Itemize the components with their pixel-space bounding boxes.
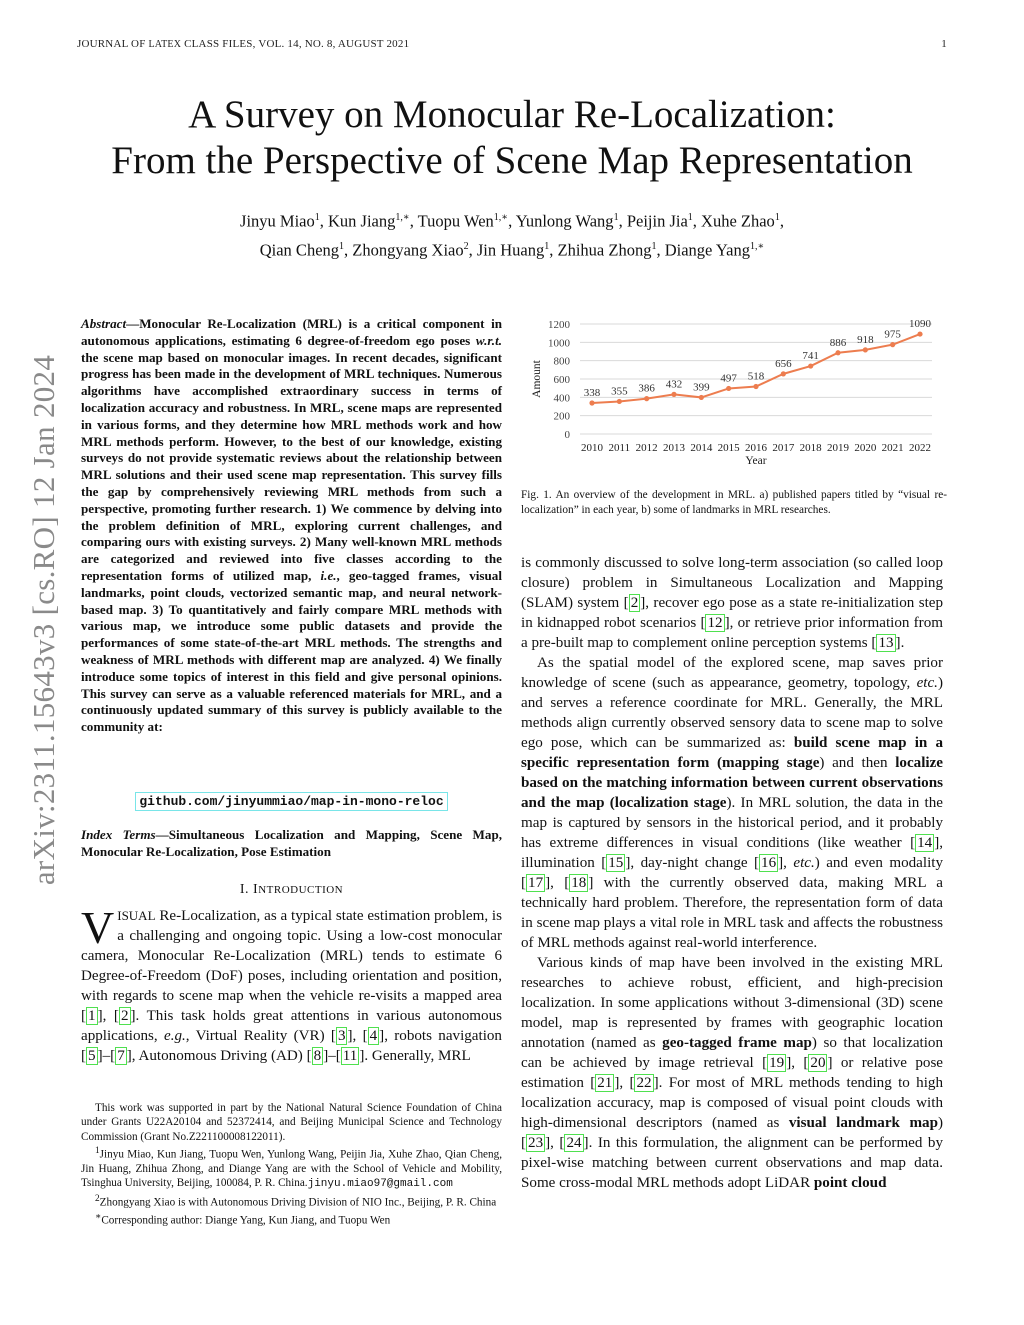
data-label: 975	[884, 328, 901, 341]
author: Jin Huang	[476, 240, 545, 259]
data-label: 497	[720, 372, 737, 385]
intro-paragraph: VISUAL Re-Localization, as a typical state estimation problem, is a challenging and ongoing topic. Using a low-cost monocular camera, Monocular Re-Localization (MRL) tends to estimate 6 Degree-of-Freedom (DoF) poses, including orientation and position, with regards to scene map when the vehicle re-visits a mapped area [ 1 ], [ 2 ]. This task holds great attentions in various autonomous applications, e.g., Virtual Reality (VR) [ 3 ], [ 4 ], robots navigation [ 5 ]–[ 7 ], Autonomous Driving (AD) [ 8 ]–[ 11 ]. Generally, MRL	[81, 902, 503, 1064]
y-tick-label: 0	[564, 429, 570, 441]
x-tick-label: 2010	[581, 442, 603, 454]
x-tick-label: 2012	[635, 442, 658, 454]
author: Jinyu Miao	[240, 211, 315, 231]
data-point	[863, 347, 868, 352]
citation-link[interactable]: 4	[369, 1028, 378, 1044]
corresponding-note: ∗Corresponding author: Diange Yang, Kun Jiang, and Tuopu Wen	[95, 1211, 391, 1227]
x-tick-label: 2022	[909, 442, 931, 454]
repo-link[interactable]: github.com/jinyummiao/map-in-mono-reloc	[135, 792, 447, 811]
papers-per-year-chart	[524, 312, 944, 477]
citation-link[interactable]: 20	[810, 1055, 826, 1071]
x-tick-label: 2011	[608, 442, 631, 454]
citation-link[interactable]: 2	[120, 1008, 129, 1024]
data-point	[835, 350, 840, 355]
author: Qian Cheng	[259, 240, 340, 259]
paragraph: Various kinds of map have been involved in the existing MRL researches to achieve robust, efficient, and high-precision localization. In some applications without 3-dimensional (3D) scene model, map is represented by frames with geographic location annotation (named as geo-tagged frame map) so that localization can be achieved by image retrieval [ 19 ], [ 20 ] or relative pose estimation [ 21 ], [ 22 ]. For most of MRL methods tending to high localization accuracy, map is composed of visual point clouds with high-dimensional descriptors (named as visual landmark map) [ 23 ], [ 24 ]. In this formulation, the alignment can be performed by pixel-wise matching between current observations and map data. Some cross-modal MRL methods adopt LiDAR point cloud	[521, 955, 944, 1191]
figure-caption: Fig. 1. An overview of the development in MRL. a) published papers titled by “visual re-localization” in each year, b) some of landmarks in MRL researches.	[521, 489, 947, 516]
running-header	[77, 38, 947, 50]
citation-link[interactable]: 13	[878, 635, 894, 651]
citation-link[interactable]: 16	[761, 855, 777, 871]
author-list	[0, 205, 1024, 262]
data-point	[753, 384, 758, 389]
data-point	[890, 342, 895, 347]
data-label: 886	[829, 336, 847, 349]
paper-title	[0, 92, 1024, 184]
data-label: 338	[583, 387, 601, 400]
author: Peijin Jia	[626, 211, 688, 231]
data-label: 399	[693, 381, 710, 394]
index-terms-label: Index Terms	[81, 827, 156, 842]
citation-link[interactable]: 11	[342, 1048, 358, 1064]
data-point	[644, 396, 649, 401]
journal-name: JOURNAL OF LATEX CLASS FILES, VOL. 14, NO. 8, AUGUST 2021	[77, 38, 410, 50]
paragraph: As the spatial model of the explored scene, map saves prior knowledge of scene (such as appearance, geometry, topology, etc.) and serves a reference coordinate for MRL. Generally, the MRL methods align currently observed sensory data to scene map to solve ego pose, which can be summarized as: build scene map in a specific representation form (mapping stage) and then localize based on the matching information between current observations and the map (localization stage). In MRL solution, the data in the map is captured by sensors in the historical period, and it probably has extreme differences in visual conditions (like weather [ 14 ], illumination [ 15 ], day-night change [ 16 ], etc.) and even modality [ 17 ], [ 18 ] with the currently observed data, making MRL a technically hard problem. Therefore, the representation form of data in scene map plays a vital role in MRL task and affects the robustness of MRL methods against real-world interference.	[521, 655, 944, 951]
data-point	[589, 400, 594, 405]
author-line-2: Qian Cheng$^1$, Zhongyang Xiao$^2$, Jin Huang$^1$, Zhihua Zhong$^1$, Diange Yang$^{1,∗}$	[259, 240, 765, 259]
citation-link[interactable]: 7	[117, 1048, 125, 1064]
citation-link[interactable]: 21	[597, 1075, 613, 1091]
data-point	[699, 395, 704, 400]
author: Kun Jiang	[328, 211, 396, 231]
abstract: Abstract—Monocular Re-Localization (MRL) is a critical component in autonomous applications, estimating 6 degree-of-freedom ego poses w.r.t. the scene map based on monocular images. In recent decades, significant progress has been made in the development of MRL techniques. Numerous algorithms have accomplished extraordinary success in terms of localization accuracy and robustness. In MRL, scene maps are represented in various forms, and they determine how MRL methods work and how MRL methods perform. However, to the best of our knowledge, existing surveys do not provide systematic reviews about the relationship between MRL solutions and their used scene map representation. This survey fills the gap by comprehensively reviewing MRL methods from such a perspective, promoting further research. 1) We commence by delving into the problem definition of MRL, exploring current challenges, and comparing ours with existing surveys. 2) Many well-known MRL methods are categorized and reviewed into five classes according to the representation forms of utilized map, i.e., geo-tagged frames, visual landmarks, point clouds, vectorized semantic map, and neural network-based map. 3) To quantitatively and fairly compare MRL methods with various map, we introduce some public datasets and provide the performances of some state-of-the-art MRL methods. The strengths and weakness of MRL methods with different map are analyzed. 4) We finally introduce some topics of interest in this field and give personal opinions. This survey can serve as a valuable referenced materials for MRL, and a continuously updated summary of this survey is publicly available to the community at:	[81, 316, 502, 735]
citation-link[interactable]: 2	[630, 595, 639, 611]
citation-link[interactable]: 15	[608, 855, 624, 871]
abstract-label: Abstract	[81, 316, 127, 331]
arxiv-identifier: arXiv:2311.15643v3 [cs.RO] 12 Jan 2024	[26, 354, 61, 886]
citation-link[interactable]: 18	[571, 875, 587, 891]
index-terms: Index Terms—Simultaneous Localization and Mapping, Scene Map, Monocular Re-Localization, Pose Estimation	[81, 827, 503, 859]
data-point	[726, 386, 731, 391]
author: Tuopu Wen	[417, 211, 494, 231]
citation-link[interactable]: 24	[566, 1135, 582, 1151]
citation-link[interactable]: 23	[528, 1135, 544, 1151]
y-tick-label: 200	[553, 410, 570, 423]
title-line-2: From the Perspective of Scene Map Representation	[111, 139, 913, 182]
citation-link[interactable]: 19	[769, 1055, 785, 1071]
author: Yunlong Wang	[515, 211, 614, 231]
data-point	[617, 399, 622, 404]
repo-link-wrapper	[81, 792, 502, 810]
citation-link[interactable]: 5	[88, 1048, 96, 1064]
data-label: 656	[775, 357, 792, 370]
latex-logo: LATEX	[148, 39, 182, 50]
data-label: 432	[665, 378, 683, 391]
x-tick-label: 2017	[772, 442, 795, 454]
data-label: 918	[857, 333, 874, 346]
author: Diange Yang	[664, 240, 750, 259]
email-link[interactable]: jinyu.miao97@gmail.com	[307, 1178, 453, 1191]
citation-link[interactable]: 22	[636, 1075, 652, 1091]
data-label: 355	[611, 385, 628, 398]
data-label: 386	[638, 382, 655, 395]
data-label: 518	[747, 370, 765, 383]
citation-link[interactable]: 12	[707, 615, 723, 631]
author: Zhihua Zhong	[557, 240, 652, 259]
author-line-1: Jinyu Miao$^1$, Kun Jiang$^{1,∗}$, Tuopu Wen$^{1,∗}$, Yunlong Wang$^1$, Peijin Jia$^1$, Xuhe Zhao$^1$,	[240, 211, 784, 231]
data-point	[781, 371, 786, 376]
affiliation-note: $^2$Zhongyang Xiao is with Autonomous Driving Division of NIO Inc., Beijing, P. R. China	[95, 1193, 497, 1209]
x-tick-label: 2018	[799, 442, 822, 454]
author: Zhongyang Xiao	[352, 240, 464, 259]
x-tick-label: 2014	[690, 442, 713, 454]
citation-link[interactable]: 8	[313, 1048, 322, 1064]
paragraph: is commonly discussed to solve long-term association (so called loop closure) problem in Simultaneous Localization and Mapping (SLAM) system [ 2 ], recover ego pose as a state re-initialization step in kidnapped robot scenarios [ 12 ], or retrieve prior information from a pre-built map to complement online perception systems [ 13 ].	[521, 555, 944, 651]
x-tick-label: 2013	[663, 442, 685, 454]
y-tick-label: 400	[553, 392, 570, 405]
data-point	[671, 392, 676, 397]
x-tick-label: 2019	[827, 442, 849, 454]
page-number: 1	[941, 38, 947, 50]
citation-link[interactable]: 14	[917, 835, 933, 851]
data-label: 1090	[909, 318, 931, 331]
x-tick-label: 2021	[881, 442, 904, 454]
section-heading: I. INTRODUCTION	[239, 882, 344, 897]
y-tick-label: 800	[553, 355, 570, 368]
figure-label: Fig. 1.	[521, 489, 552, 501]
affiliation-note: $^1$Jinyu Miao, Kun Jiang, Tuopu Wen, Yunlong Wang, Peijin Jia, Xuhe Zhao, Qian Cheng, Jin Huang, Zhihua Zhong, and Diange Yang are with the School of Vehicle and Mobility, Tsinghua University, Beijing, 100084, P. R. China.jinyu.miao97@gmail.com	[81, 1145, 502, 1191]
citation-link[interactable]: 1	[88, 1008, 96, 1024]
citation-link[interactable]: 3	[337, 1028, 346, 1044]
drop-cap: V	[81, 902, 115, 953]
y-tick-label: 1000	[548, 337, 570, 350]
x-tick-label: 2015	[717, 442, 740, 454]
y-axis-label: Amount	[531, 360, 543, 398]
funding-note: This work was supported in part by the National Natural Science Foundation of China under Grants U22A20104 and 52372414, and Beijing Municipal Science and Technology Commission (Grant No.Z221100008122011).	[81, 1102, 502, 1143]
data-point	[917, 331, 922, 336]
author: Xuhe Zhao	[701, 211, 775, 231]
y-tick-label: 600	[553, 374, 570, 386]
title-line-1: A Survey on Monocular Re-Localization:	[188, 93, 836, 136]
data-point	[808, 363, 813, 368]
data-label: 741	[802, 350, 819, 363]
right-column-text	[521, 553, 943, 1193]
x-axis-label: Year	[745, 455, 767, 467]
x-tick-label: 2020	[854, 442, 877, 454]
citation-link[interactable]: 17	[528, 875, 544, 891]
y-tick-label: 1200	[548, 319, 570, 331]
x-tick-label: 2016	[745, 442, 767, 454]
footnotes	[81, 1101, 502, 1228]
